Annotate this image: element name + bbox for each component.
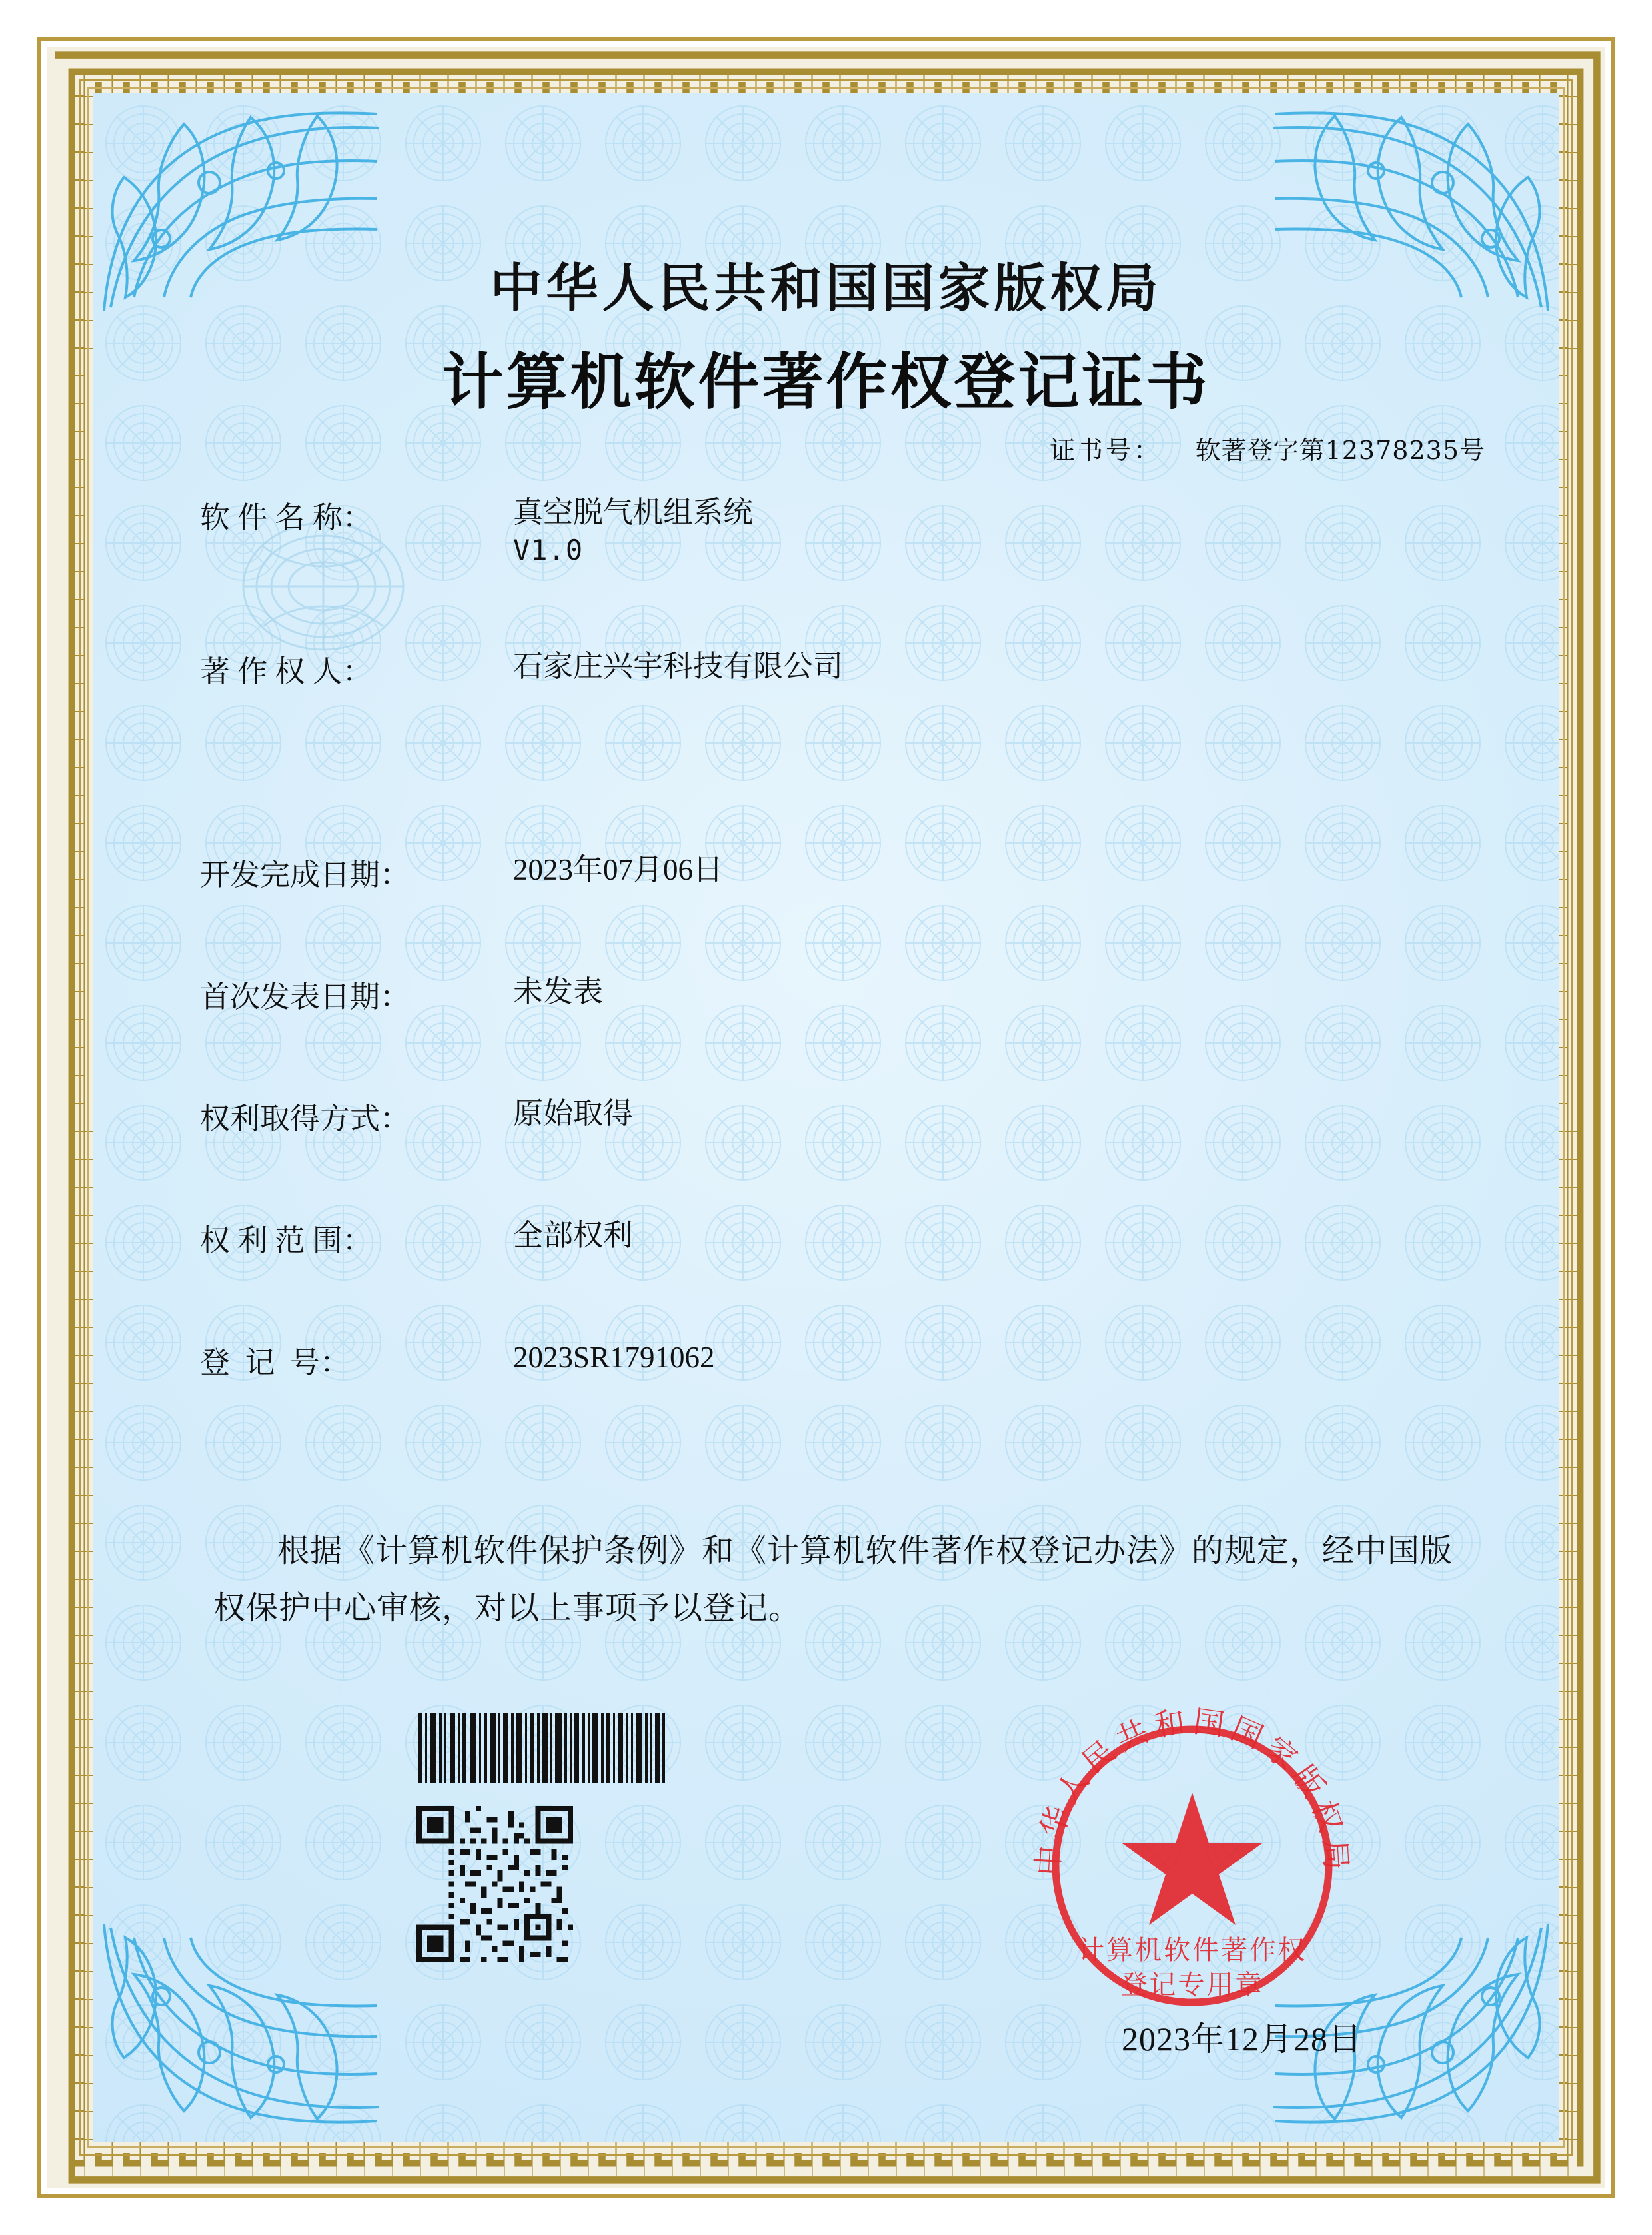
- certificate-interior: [93, 93, 1559, 2142]
- certificate-content: [93, 93, 1559, 2142]
- field-label: 软 件 名 称：: [200, 501, 373, 534]
- field-label: 开发完成日期：: [200, 858, 411, 892]
- field-value: [513, 493, 753, 568]
- issue-date: 2023年12月28日: [1122, 2020, 1362, 2058]
- issuer-title: 中华人民共和国国家版权局: [490, 258, 1162, 319]
- field-label: 首次发表日期：: [200, 980, 411, 1014]
- field-value: 原始取得: [513, 1097, 634, 1131]
- star-icon: [1122, 1793, 1262, 1925]
- legal-statement: 根据《计算机软件保护条例》和《计算机软件著作权登记办法》的规定，经中国版权保护中心审核，对以上事项予以登记。: [213, 1533, 1453, 1627]
- field-value: 全部权利: [513, 1219, 634, 1253]
- field-development-date: [200, 850, 1479, 894]
- barcode: [416, 1713, 666, 1783]
- field-first-publication-date: [200, 972, 1479, 1016]
- field-acquisition-method: [200, 1094, 1479, 1137]
- field-label: 权利取得方式：: [200, 1102, 411, 1136]
- software-version-value: V1.0: [513, 533, 584, 566]
- seal-ring-text: 中华人民共和国国家版权局: [1029, 1703, 1355, 1877]
- field-label: 权 利 范 围：: [200, 1224, 373, 1258]
- official-seal: [1019, 1693, 1365, 2039]
- certificate-number-value: 软著登字第12378235号: [1195, 436, 1485, 465]
- software-name-value: 真空脱气机组系统: [513, 496, 754, 529]
- qr-code: [416, 1806, 573, 1962]
- field-value: 石家庄兴宇科技有限公司: [513, 650, 844, 684]
- field-label: 登 记 号：: [200, 1346, 351, 1380]
- certificate-number-label: 证书号：: [1050, 437, 1162, 465]
- certificate-number: [1050, 430, 1485, 466]
- field-value: 未发表: [513, 975, 604, 1009]
- field-copyright-owner: [200, 647, 1479, 690]
- field-rights-scope: [200, 1216, 1479, 1259]
- field-label: 著 作 权 人：: [200, 655, 373, 689]
- field-value: 2023SR1791062: [513, 1341, 715, 1375]
- field-registration-number: [200, 1338, 1479, 1381]
- seal-line-2: 登记专用章: [1120, 1970, 1264, 2000]
- field-software-name: [200, 493, 1479, 568]
- field-list: [200, 493, 1479, 1381]
- field-value: 2023年07月06日: [513, 853, 724, 887]
- document-title: 计算机软件著作权登记证书: [442, 346, 1210, 418]
- seal-line-1: 计算机软件著作权: [1078, 1935, 1307, 1966]
